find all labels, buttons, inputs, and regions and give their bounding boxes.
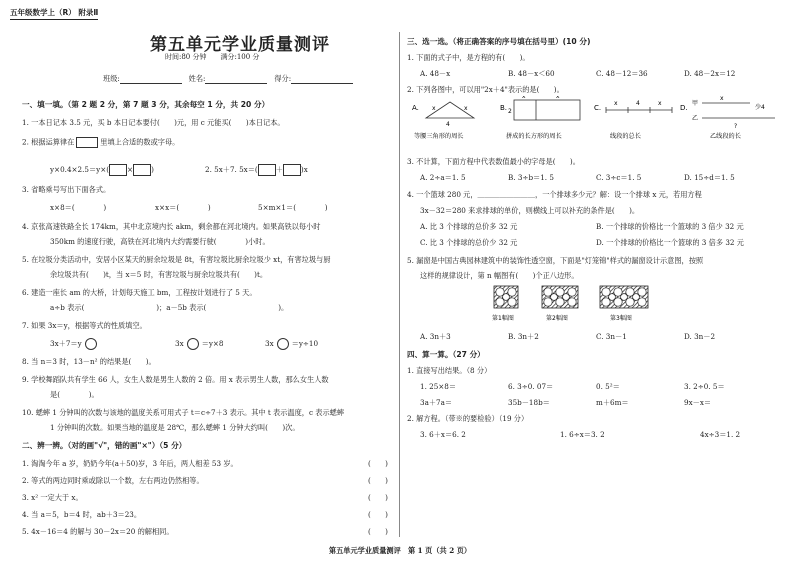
- calc-item[interactable]: m＋6m＝: [596, 398, 629, 407]
- calc-item[interactable]: 1. 25×8＝: [420, 382, 457, 391]
- fill-q7-a: [50, 338, 100, 350]
- seg-label-x: x: [658, 100, 662, 107]
- choice-q3: 3. 不计算，下面方程中代表数值最小的字母是( )。: [407, 157, 580, 166]
- caption-d: 乙线段的长: [710, 133, 741, 140]
- side-label-4: 4: [446, 121, 450, 128]
- calc-item[interactable]: 0. 5²＝: [596, 382, 620, 391]
- name-label: 姓名:: [188, 74, 206, 83]
- label-shao4: 少4: [755, 104, 765, 111]
- judge-answer-5[interactable]: ( ): [368, 527, 388, 536]
- fill-q10-line1: 10. 蟋蟀 1 分钟叫的次数与该地的温度关系可用式子 t＝c÷7＋3 表示。其中 t 表示温度，c 表示蟋蟀: [22, 408, 345, 417]
- calc-item[interactable]: 9x－x＝: [684, 398, 712, 407]
- side-label-x: x: [432, 105, 436, 112]
- calc-q1: 1. 直接写出结果。（8 分）: [407, 366, 492, 375]
- side-label-2: 2: [508, 108, 512, 115]
- fill-q2-text: 2. 根据运算律在: [22, 137, 75, 147]
- judge-5: 5. 4x－16＝4 的解与 30－2x＝20 的解相同。: [22, 527, 174, 536]
- page-title: 第五单元学业质量测评: [150, 35, 330, 55]
- class-label: 班级:: [103, 74, 120, 83]
- label-jia: 甲: [692, 100, 699, 107]
- figure-b-rectangle[interactable]: [500, 96, 580, 140]
- score-label: 得分:: [274, 74, 292, 83]
- fill-q3: 3. 省略乘号写出下面各式。: [22, 185, 111, 194]
- choice-q1-b[interactable]: B. 48－x＜60: [508, 69, 555, 78]
- answer-box[interactable]: [109, 164, 127, 176]
- calc-item[interactable]: 3a＋7a＝: [420, 398, 453, 407]
- fill-q6-line1: 6. 建造一座长 am 的大桥，计划每天施工 bm，工程按计划进行了 5 天。: [22, 288, 257, 297]
- fill-q7: 7. 如果 3x＝y，根据等式的性质填空。: [22, 321, 147, 330]
- caption-c: 线段的总长: [610, 133, 641, 140]
- choice-q5-c[interactable]: C. 3n－1: [596, 332, 627, 341]
- fill-q9-line1: 9. 学校舞蹈队共有学生 66 人，女生人数是男生人数的 2 倍。用 x 表示男生人数，那么女生人数: [22, 375, 329, 384]
- fill-q2: [22, 137, 179, 148]
- q2-1-op: ×: [127, 165, 134, 174]
- fill-q2-text2: 里填上合适的数或字母。: [100, 137, 180, 147]
- judge-answer-2[interactable]: ( ): [368, 476, 388, 485]
- figure-d-segments[interactable]: [680, 96, 775, 140]
- caption-fig3: 第3幅图: [610, 315, 632, 322]
- q2-1-part: y×0.4×2.5＝y×(: [50, 165, 110, 174]
- answer-circle[interactable]: [187, 338, 199, 350]
- choice-q3-b[interactable]: B. 3÷b＝1. 5: [508, 173, 554, 182]
- choice-q4-b[interactable]: B. 一个排球的价格比一个篮球的 3 倍少 32 元: [596, 222, 744, 231]
- fill-q5-line1: 5. 在垃圾分类活动中，安居小区某天的厨余垃圾是 8t，有害垃圾比厨余垃圾少 xt，有害垃圾与厨: [22, 255, 331, 264]
- fill-q7-b: [175, 338, 223, 350]
- fill-q3-c: 5×m×1＝( ): [258, 203, 328, 212]
- choice-q1-a[interactable]: A. 48－x: [420, 69, 451, 78]
- column-divider: [399, 32, 400, 537]
- fill-q2-2: [205, 164, 308, 176]
- equation-item[interactable]: 3. 6＋x＝6. 2: [420, 430, 466, 439]
- equation-item[interactable]: 1. 6÷x＝3. 2: [560, 430, 605, 439]
- choice-q5-line1: 5. 漏窗是中国古典园林建筑中的装饰性透空窗，下面是"灯笼锦"样式的漏窗设计示意图，按照: [407, 256, 704, 265]
- option-letter: D.: [680, 104, 688, 112]
- fill-q1: 1. 一本日记本 3.5 元，买 b 本日记本要付( )元，用 c 元能买( )本日记本。: [22, 118, 285, 127]
- fill-q7-c: [265, 338, 318, 350]
- equation-item[interactable]: 4x÷3＝1. 2: [700, 430, 741, 439]
- choice-q4-line2: 3x－32＝280 来求排球的单价，则横线上可以补充的条件是( )。: [420, 206, 640, 215]
- choice-q1-d[interactable]: D. 48－2x＝12: [684, 69, 736, 78]
- caption-fig1: 第1幅图: [492, 315, 514, 322]
- fill-q6-line2: a÷b 表示( )；a－5b 表示( )。: [50, 303, 289, 312]
- figure-c-segment[interactable]: [594, 100, 672, 140]
- option-letter: A.: [412, 104, 419, 112]
- calc-item[interactable]: 3. 2÷0. 5＝: [684, 382, 725, 391]
- figure-3: [600, 286, 648, 322]
- q7c-right: ＝y÷10: [291, 339, 319, 348]
- lantern-window-figures: [490, 284, 690, 328]
- calc-item[interactable]: 6. 3÷0. 07＝: [508, 382, 554, 391]
- choice-q4-a[interactable]: A. 比 3 个排球的总价多 32 元: [420, 222, 518, 231]
- choice-q2-figures: [410, 96, 790, 152]
- section-4-heading: 四、算一算。（27 分）: [407, 350, 485, 359]
- answer-box[interactable]: [283, 164, 301, 176]
- fill-q2-1: [50, 164, 154, 176]
- judge-answer-3[interactable]: ( ): [368, 493, 388, 502]
- fill-q9-line2: 是( )。: [50, 390, 99, 399]
- student-info: [103, 74, 353, 84]
- answer-box[interactable]: [133, 164, 151, 176]
- option-letter: C.: [594, 104, 602, 112]
- choice-q1-c[interactable]: C. 48－12＝36: [596, 69, 648, 78]
- seg-label-4: 4: [636, 100, 640, 107]
- option-letter: B.: [500, 104, 508, 112]
- choice-q1: 1. 下面的式子中，是方程的有( )。: [407, 53, 530, 62]
- choice-q2: 2. 下列各图中，可以用"2x＋4"表示的是( )。: [407, 85, 564, 94]
- score-field[interactable]: [291, 74, 353, 84]
- section-1-heading: 一、填一填。（第 2 题 2 分，第 7 题 3 分，其余每空 1 分，共 20 分）: [22, 100, 270, 109]
- q7b-left: 3x: [175, 339, 184, 348]
- header-tag: 五年级数学上（R） 附录Ⅱ: [10, 7, 98, 20]
- choice-q5-d[interactable]: D. 3n－2: [684, 332, 716, 341]
- page-footer: 第五单元学业质量测评 第 1 页（共 2 页）: [328, 546, 472, 555]
- judge-answer-4[interactable]: ( ): [368, 510, 388, 519]
- choice-q4-d[interactable]: D. 一个排球的价格比一个篮球的 3 倍多 32 元: [596, 238, 744, 247]
- caption-fig2: 第2幅图: [546, 315, 568, 322]
- side-label-x: x: [464, 105, 468, 112]
- q2-2-part: 2. 5x＋7. 5x＝(: [205, 165, 258, 174]
- judge-3: 3. x² 一定大于 x。: [22, 493, 83, 502]
- fill-q3-a: x×8＝( ): [50, 203, 107, 212]
- side-label-x: x: [522, 96, 526, 100]
- q7b-right: ＝y×8: [201, 339, 224, 348]
- answer-circle[interactable]: [85, 338, 97, 350]
- judge-1: 1. 淘淘今年 a 岁，奶奶今年(a＋50)岁，3 年后，两人相差 53 岁。: [22, 459, 238, 468]
- answer-box: [76, 137, 98, 148]
- jia-label-x: x: [720, 96, 724, 102]
- fill-q8: 8. 当 n＝3 时，13－n² 的结果是( )。: [22, 357, 156, 366]
- calc-item[interactable]: 35b－18b＝: [508, 398, 550, 407]
- section-3-heading: 三、选一选。（将正确答案的序号填在括号里）(10 分): [407, 37, 591, 46]
- exam-subinfo: 时间:80 分钟 满分:100 分: [165, 53, 260, 61]
- fill-q4-line1: 4. 京张高速铁路全长 174km，其中北京境内长 akm，剩余都在河北境内。如果高铁以每小时: [22, 222, 321, 231]
- choice-q3-d[interactable]: D. 15÷d＝1. 5: [684, 173, 735, 182]
- label-yi: 乙: [692, 115, 699, 122]
- choice-q5-a[interactable]: A. 3n＋3: [420, 332, 451, 341]
- seg-label-x: x: [614, 100, 618, 107]
- q2-2-op: ＋: [275, 165, 283, 174]
- q2-2-end: )x: [300, 165, 308, 174]
- q2-1-end: ): [151, 165, 154, 174]
- judge-4: 4. 当 a＝5，b＝4 时，ab＋3＝23。: [22, 510, 142, 519]
- answer-box[interactable]: [258, 164, 276, 176]
- choice-q4-line1: 4. 一个篮球 280 元，＿＿＿＿＿＿＿＿，一个排球多少元？解：设一个排球 x 元，若用方程: [407, 190, 702, 199]
- figure-1: [492, 286, 518, 322]
- judge-2: 2. 等式的两边同时乘或除以一个数，左右两边仍然相等。: [22, 476, 204, 485]
- fill-q3-b: x×x＝( ): [155, 203, 211, 212]
- side-label-x: x: [556, 96, 560, 100]
- caption-a: 等腰三角形的周长: [414, 133, 464, 140]
- q7a-left: 3x＋7＝y: [50, 339, 82, 348]
- caption-b: 拼成的长方形的周长: [506, 133, 562, 140]
- fill-q4-line2: 350km 的速度行驶，高铁在河北境内大约需要行驶( )小时。: [50, 237, 270, 246]
- choice-q4-c[interactable]: C. 比 3 个排球的总价少 32 元: [420, 238, 518, 247]
- q7c-left: 3x: [265, 339, 274, 348]
- label-question: ?: [734, 123, 738, 130]
- answer-circle[interactable]: [277, 338, 289, 350]
- name-field[interactable]: [205, 74, 267, 84]
- fill-q10-line2: 1 分钟叫的次数。如果当地的温度是 28℃，那么蟋蟀 1 分钟大约叫( )次。: [50, 423, 300, 432]
- class-field[interactable]: [120, 74, 182, 84]
- choice-q5-line2: 这样的规律设计，第 n 幅图有( )个正八边形。: [420, 271, 579, 280]
- judge-answer-1[interactable]: ( ): [368, 459, 388, 468]
- rectangle: [514, 100, 580, 120]
- figure-2: [542, 286, 578, 322]
- choice-q3-a[interactable]: A. 2÷a＝1. 5: [420, 173, 466, 182]
- fill-q5-line2: 余垃圾共有( )t，当 x＝5 时，有害垃圾与厨余垃圾共有( )t。: [50, 270, 268, 279]
- calc-q2: 2. 解方程。（带※的要检验）（19 分）: [407, 414, 529, 423]
- figure-a-triangle[interactable]: [412, 102, 474, 140]
- choice-q5-b[interactable]: B. 3n＋2: [508, 332, 539, 341]
- choice-q3-c[interactable]: C. 3÷c＝1. 5: [596, 173, 642, 182]
- section-2-heading: 二、辨一辨。（对的画"√"，错的画"×"）（5 分）: [22, 441, 187, 450]
